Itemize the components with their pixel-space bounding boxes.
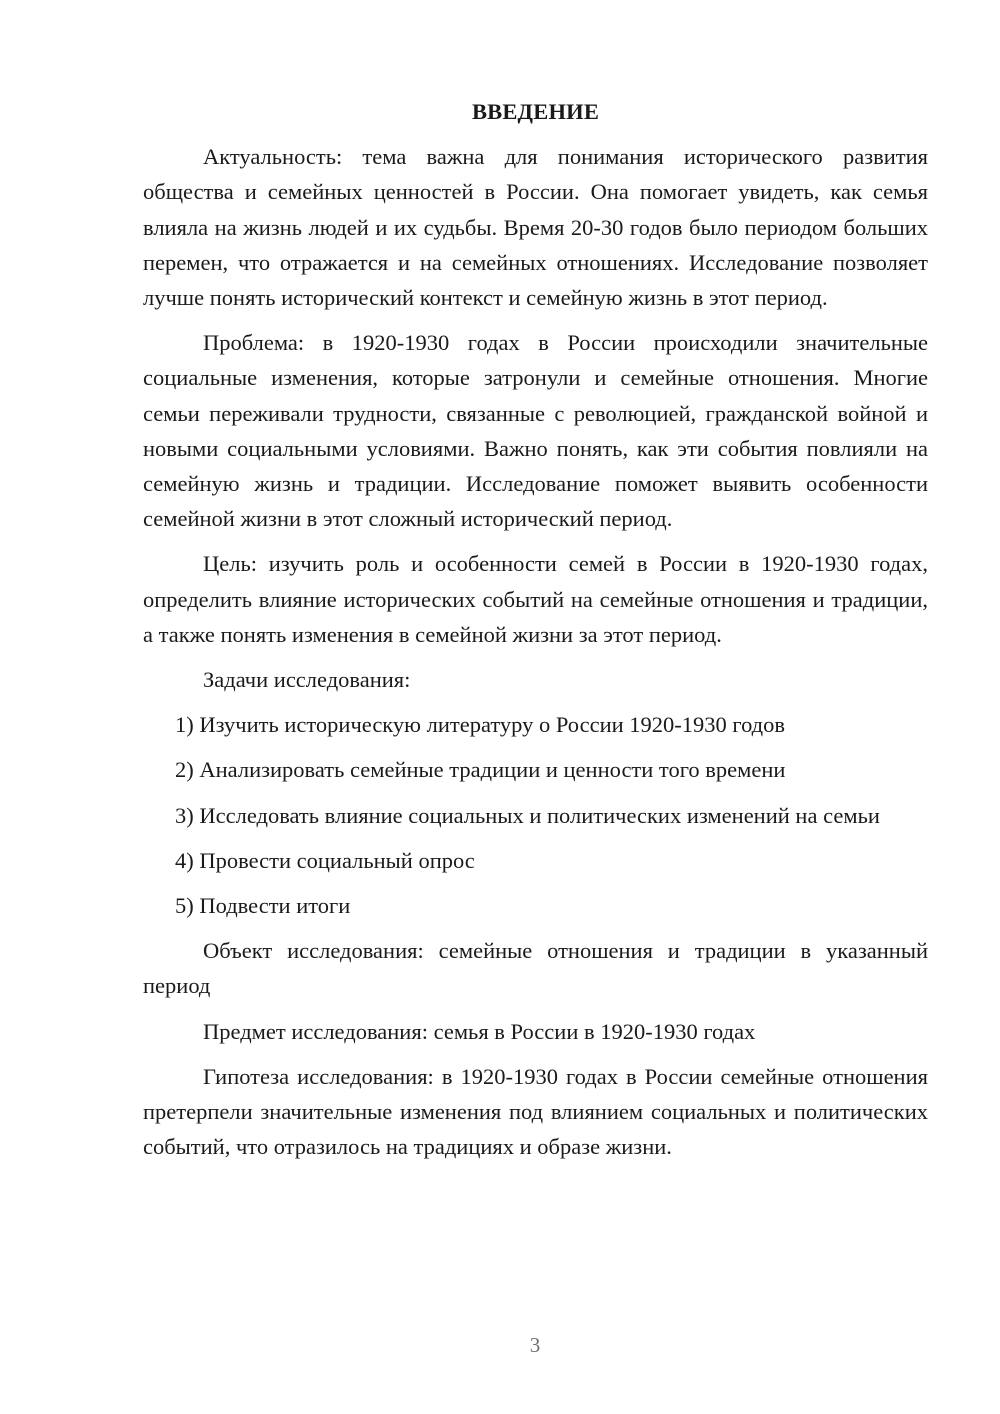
paragraph-hypothesis: Гипотеза исследования: в 1920-1930 годах в России семейные отношения претерпели значительные изменения под влиянием социальных и политических событий, что отразилось на традициях и образе жизни.	[143, 1063, 928, 1160]
paragraph-relevance: Актуальность: тема важна для понимания исторического развития общества и семейных ценностей в России. Она помогает увидеть, как семья влияла на жизнь людей и их судьбы. Время 20-30 годов было периодом больших перемен, что отражается и на семейных отношениях. Исследование позволяет лучше понять исторический контекст и семейную жизнь в этот период.	[143, 144, 928, 311]
list-item: 2) Анализировать семейные традиции и ценности того времени	[175, 757, 786, 783]
page-number: 3	[529, 1333, 541, 1357]
list-item: 4) Провести социальный опрос	[175, 847, 475, 873]
document-body	[143, 94, 928, 1174]
paragraph-object: Объект исследования: семейные отношения и традиции в указанный период	[143, 938, 928, 999]
tasks-list	[143, 707, 928, 923]
list-item: 1) Изучить историческую литературу о России 1920-1930 годов	[175, 712, 785, 738]
list-item: 5) Подвести итоги	[175, 893, 351, 919]
paragraph-problem: Проблема: в 1920-1930 годах в России происходили значительные социальные изменения, которые затронули и семейные отношения. Многие семьи переживали трудности, связанные с революцией, гражданской войной и новыми социальными условиями. Важно понять, как эти события повлияли на семейную жизнь и традиции. Исследование поможет выявить особенности семейной жизни в этот сложный исторический период.	[143, 330, 928, 532]
tasks-title: Задачи исследования:	[203, 667, 411, 693]
paragraph-subject: Предмет исследования: семья в России в 1920-1930 годах	[203, 1018, 756, 1044]
paragraph-goal: Цель: изучить роль и особенности семей в России в 1920-1930 годах, определить влияние исторических событий на семейные отношения и традиции, а также понять изменения в семейной жизни за этот период.	[143, 551, 928, 647]
page-title: ВВЕДЕНИЕ	[471, 99, 600, 124]
list-item: 3) Исследовать влияние социальных и политических изменений на семьи	[175, 802, 880, 828]
